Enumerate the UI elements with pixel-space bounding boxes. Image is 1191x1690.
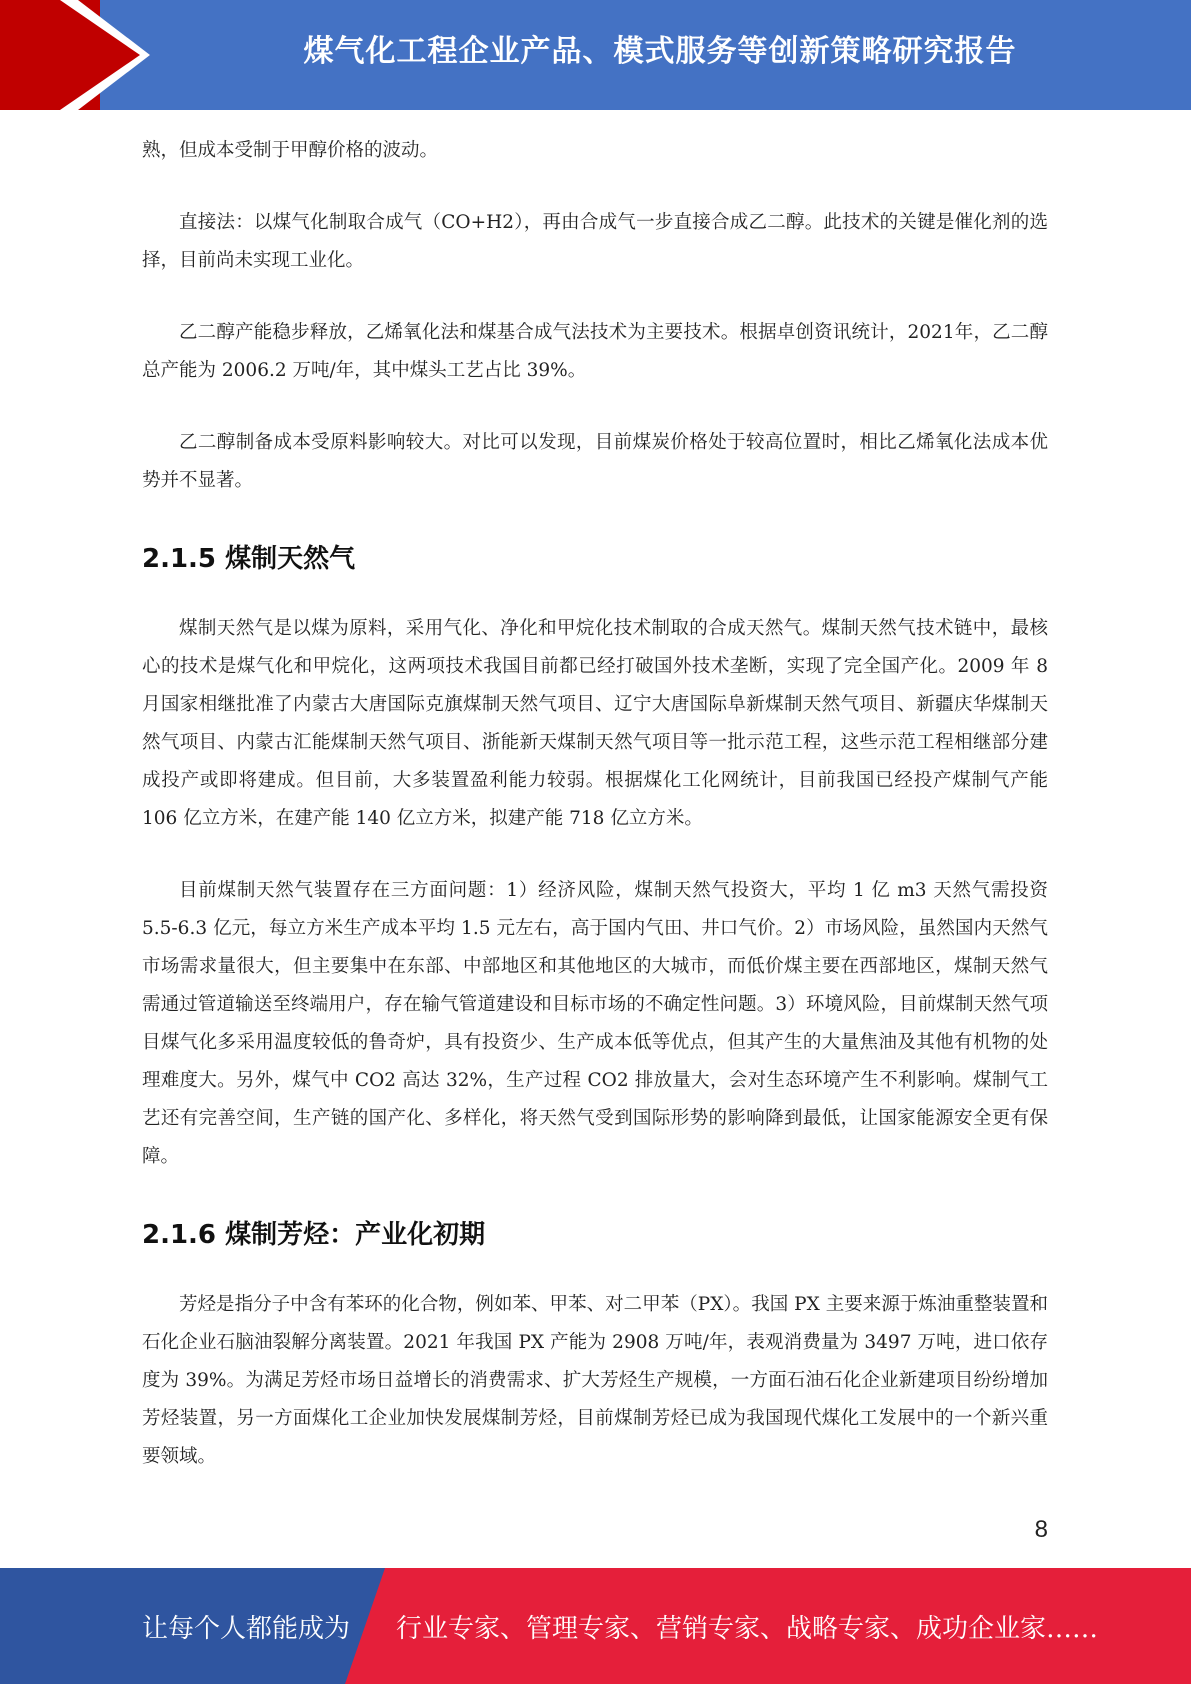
document-body — [142, 132, 1048, 1510]
paragraph-direct-method: 直接法：以煤气化制取合成气（CO+H2），再由合成气一步直接合成乙二醇。此技术的关键是催化剂的选择，目前尚未实现工业化。 — [142, 212, 1048, 271]
paragraph-coal-to-gas-intro: 煤制天然气是以煤为原料，采用气化、净化和甲烷化技术制取的合成天然气。煤制天然气技术链中，最核心的技术是煤气化和甲烷化，这两项技术我国目前都已经打破国外技术垄断，实现了完全国产化。2009 年 8 月国家相继批准了内蒙古大唐国际克旗煤制天然气项目、辽宁大唐国际阜新煤制天然气项目、新疆庆华煤制天然气项目、内蒙古汇能煤制天然气项目、浙能新天煤制天然气项目等一批示范工程，这些示范工程相继部分建成投产或即将建成。但目前，大多装置盈利能力较弱。根据煤化工化网统计，目前我国已经投产煤制气产能 106 亿立方米，在建产能 140 亿立方米，拟建产能 718 亿立方米。 — [142, 618, 1048, 829]
header-chevron-icon — [0, 0, 160, 110]
report-title: 煤气化工程企业产品、模式服务等创新策略研究报告 — [303, 34, 1017, 69]
paragraph-glycol-capacity: 乙二醇产能稳步释放，乙烯氧化法和煤基合成气法技术为主要技术。根据卓创资讯统计，2021年，乙二醇总产能为 2006.2 万吨/年，其中煤头工艺占比 39%。 — [142, 322, 1048, 381]
paragraph-aromatics: 芳烃是指分子中含有苯环的化合物，例如苯、甲苯、对二甲苯（PX）。我国 PX 主要来源于炼油重整装置和石化企业石脑油裂解分离装置。2021 年我国 PX 产能为 2908 万吨/年，表观消费量为 3497 万吨，进口依存度为 39%。为满足芳烃市场日益增长的消费需求、扩大芳烃生产规模，一方面石油石化企业新建项目纷纷增加芳烃装置，另一方面煤化工企业加快发展煤制芳烃，目前煤制芳烃已成为我国现代煤化工发展中的一个新兴重要领域。 — [142, 1294, 1048, 1467]
paragraph-coal-to-gas-issues: 目前煤制天然气装置存在三方面问题：1）经济风险，煤制天然气投资大，平均 1 亿 m3 天然气需投资 5.5-6.3 亿元，每立方米生产成本平均 1.5 元左右，高于国内气田、井口气价。2）市场风险，虽然国内天然气市场需求量很大，但主要集中在东部、中部地区和其他地区的大城市，而低价煤主要在西部地区，煤制天然气需通过管道输送至终端用户，存在输气管道建设和目标市场的不确定性问题。3）环境风险，目前煤制天然气项目煤气化多采用温度较低的鲁奇炉，具有投资少、生产成本低等优点，但其产生的大量焦油及其他有机物的处理难度大。另外，煤气中 CO2 高达 32%，生产过程 CO2 排放量大，会对生态环境产生不利影响。煤制气工艺还有完善空间，生产链的国产化、多样化，将天然气受到国际形势的影响降到最低，让国家能源安全更有保障。 — [142, 880, 1048, 1167]
section-heading-coal-to-gas: 2.1.5 煤制天然气 — [142, 544, 356, 574]
paragraph-continuation: 熟，但成本受制于甲醇价格的波动。 — [142, 140, 439, 161]
page-number: 8 — [1034, 1516, 1048, 1543]
footer-slogan-right: 行业专家、管理专家、营销专家、战略专家、成功企业家…… — [396, 1614, 1099, 1644]
section-heading-coal-to-aromatics: 2.1.6 煤制芳烃：产业化初期 — [142, 1220, 486, 1250]
page-header — [0, 0, 1191, 110]
footer-slogan-left: 让每个人都能成为 — [142, 1614, 351, 1644]
paragraph-glycol-cost: 乙二醇制备成本受原料影响较大。对比可以发现，目前煤炭价格处于较高位置时，相比乙烯氧化法成本优势并不显著。 — [142, 432, 1048, 491]
page-footer — [0, 1568, 1191, 1684]
